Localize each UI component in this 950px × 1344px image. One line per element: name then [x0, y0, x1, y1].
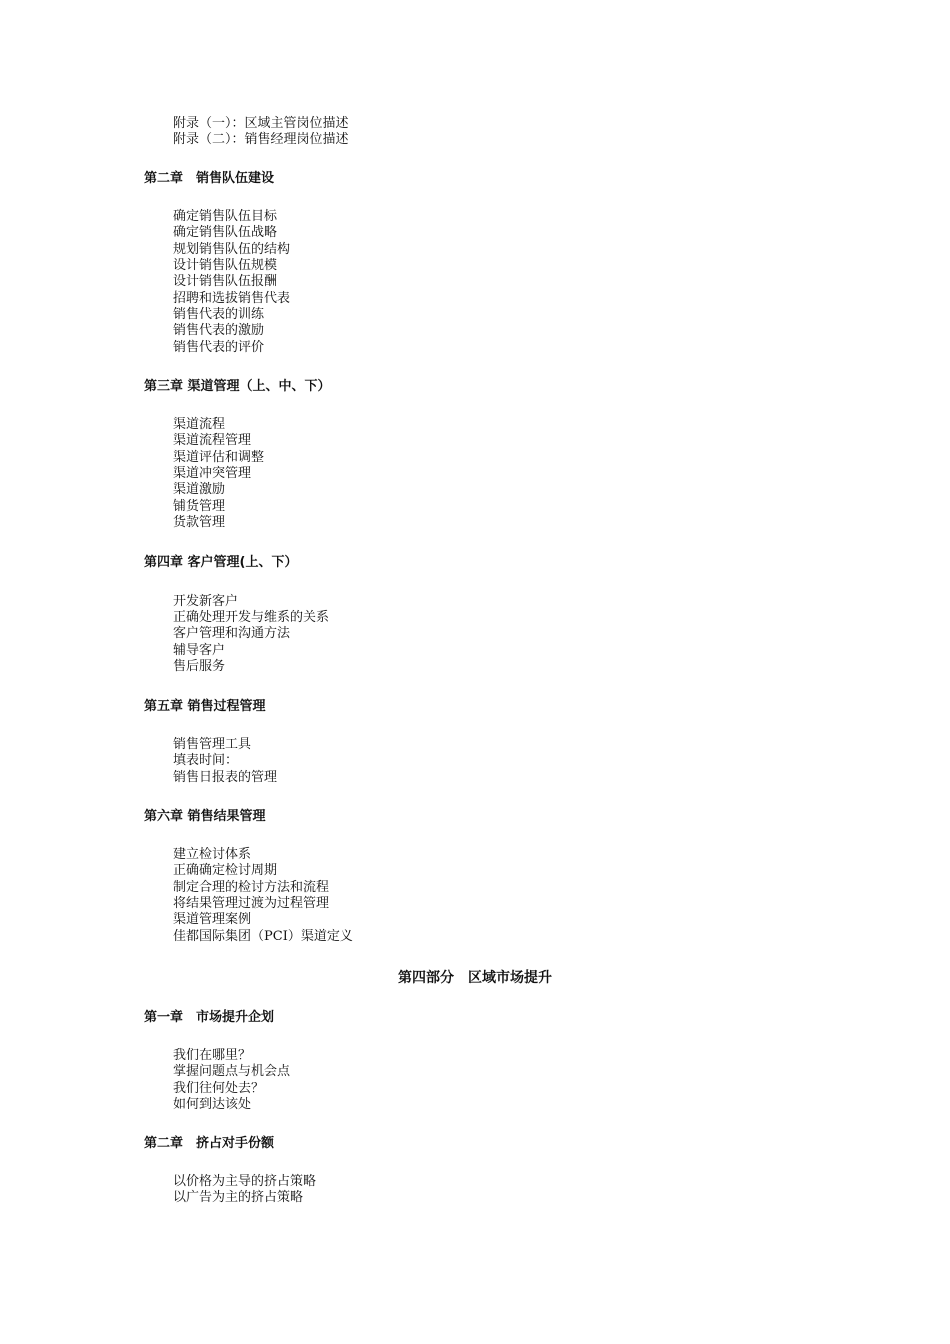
list-item: 建立检讨体系 [173, 847, 252, 862]
appendix-line-1: 附录（一）：区域主管岗位描述 [173, 116, 349, 131]
list-item: 规划销售队伍的结构 [173, 242, 291, 257]
list-item: 辅导客户 [173, 643, 226, 658]
part-heading: 第四部分 区域市场提升 [398, 970, 552, 986]
list-item: 渠道评估和调整 [173, 450, 265, 465]
list-item: 售后服务 [173, 659, 226, 674]
list-item: 铺货管理 [173, 499, 226, 514]
list-item: 销售管理工具 [173, 737, 252, 752]
list-item: 客户管理和沟通方法 [173, 626, 291, 641]
list-item: 掌握问题点与机会点 [173, 1064, 291, 1079]
list-item: 以价格为主导的挤占策略 [173, 1174, 317, 1189]
list-item: 设计销售队伍报酬 [173, 274, 278, 289]
list-item: 渠道流程管理 [173, 433, 252, 448]
list-item: 销售代表的训练 [173, 307, 265, 322]
list-item: 我们往何处去？ [173, 1081, 265, 1096]
list-item: 渠道冲突管理 [173, 466, 252, 481]
list-item: 开发新客户 [173, 594, 239, 609]
list-item: 渠道管理案例 [173, 912, 252, 927]
list-item: 如何到达该处 [173, 1097, 252, 1112]
list-item: 将结果管理过渡为过程管理 [173, 896, 330, 911]
chapter-heading: 第五章 销售过程管理 [144, 699, 266, 714]
list-item: 以广告为主的挤占策略 [173, 1190, 304, 1205]
chapter-heading: 第二章 挤占对手份额 [144, 1136, 275, 1151]
chapter-heading: 第四章 客户管理(上、下） [144, 555, 298, 570]
list-item: 确定销售队伍目标 [173, 209, 278, 224]
chapter-heading: 第二章 销售队伍建设 [144, 171, 275, 186]
list-item: 填表时间： [173, 753, 239, 768]
list-item: 销售日报表的管理 [173, 770, 278, 785]
chapter-heading: 第三章 渠道管理（上、中、下） [144, 379, 331, 394]
appendix-line-2: 附录（二）：销售经理岗位描述 [173, 132, 349, 147]
list-item: 渠道激励 [173, 482, 226, 497]
list-item: 确定销售队伍战略 [173, 225, 278, 240]
list-item: 销售代表的激励 [173, 323, 265, 338]
list-item: 渠道流程 [173, 417, 226, 432]
list-item: 佳都国际集团（PCI）渠道定义 [173, 929, 353, 944]
list-item: 设计销售队伍规模 [173, 258, 278, 273]
list-item: 货款管理 [173, 515, 226, 530]
chapter-heading: 第一章 市场提升企划 [144, 1010, 275, 1025]
list-item: 招聘和选拔销售代表 [173, 291, 291, 306]
chapter-heading: 第六章 销售结果管理 [144, 809, 266, 824]
list-item: 销售代表的评价 [173, 340, 265, 355]
list-item: 我们在哪里？ [173, 1048, 252, 1063]
list-item: 正确确定检讨周期 [173, 863, 278, 878]
list-item: 正确处理开发与维系的关系 [173, 610, 330, 625]
list-item: 制定合理的检讨方法和流程 [173, 880, 330, 895]
